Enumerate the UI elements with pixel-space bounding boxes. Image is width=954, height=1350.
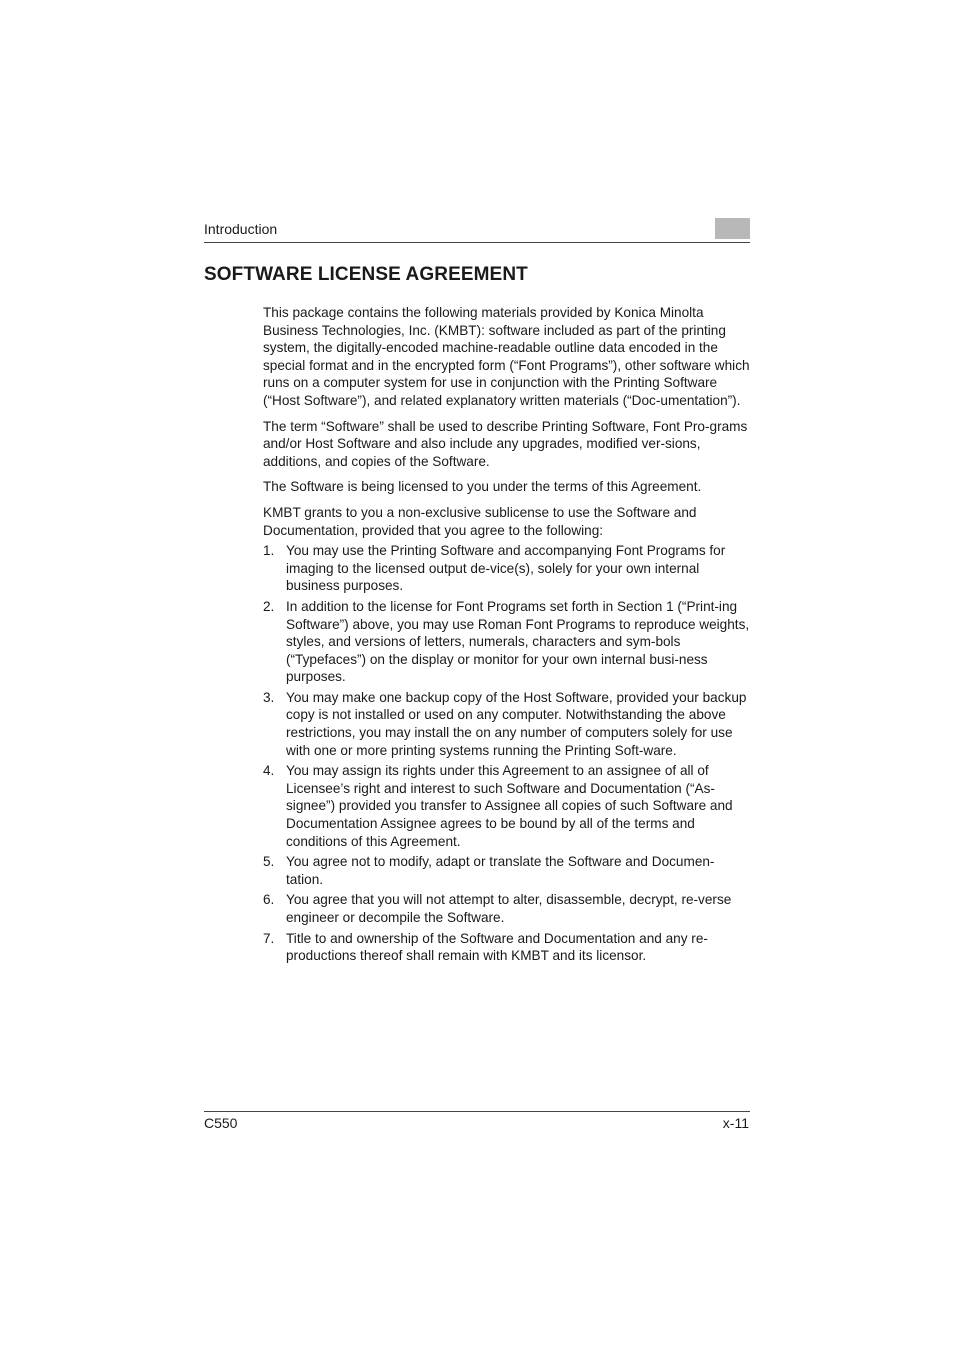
list-item-text: In addition to the license for Font Programs set forth in Section 1 (“Print-ing Software”) above, you may use Roman Font Programs to reproduce weights, styles, and versions of letters, numerals, characters and sym-bols (“Typefaces”) on the display or monitor for your own internal busi-ness purposes.: [286, 598, 750, 685]
software-term-paragraph: The term “Software” shall be used to describe Printing Software, Font Pro-grams and/or Host Software and also include any upgrades, modified ver-sions, additions, and copies of the Software.: [263, 418, 748, 469]
page-header: [204, 218, 750, 243]
list-item-text: You may use the Printing Software and accompanying Font Programs for imaging to the licensed output de-vice(s), solely for your own internal business purposes.: [286, 543, 726, 594]
list-item: [263, 891, 751, 926]
list-item-number: 6.: [263, 892, 275, 908]
list-item-number: 4.: [263, 763, 275, 779]
list-item-number: 3.: [263, 689, 275, 705]
list-item: [263, 689, 751, 759]
list-item-number: 1.: [263, 543, 275, 559]
list-item-number: 5.: [263, 854, 275, 870]
footer-model: C550: [204, 1115, 238, 1131]
list-item-text: You agree that you will not attempt to alter, disassemble, decrypt, re-verse engineer or decompile the Software.: [286, 892, 732, 925]
header-section-label: Introduction: [204, 221, 278, 237]
license-terms-paragraph: The Software is being licensed to you under the terms of this Agreement.: [263, 479, 702, 495]
list-item: [263, 762, 751, 850]
agreement-body: [263, 304, 751, 968]
list-item-number: 7.: [263, 930, 275, 946]
conditions-list: [263, 542, 751, 965]
footer-page-number: x-11: [722, 1115, 749, 1131]
list-item-number: 2.: [263, 598, 275, 614]
list-item: [263, 930, 751, 965]
list-item-text: You may assign its rights under this Agreement to an assignee of all of Licensee’s right and interest to such Software and Documentation (“As-signee”) provided you transfer to Assignee all copies of such Software and Documentation Assignee agrees to be bound by all of the terms and conditions of this Agreement.: [286, 763, 733, 849]
intro-paragraph: This package contains the following materials provided by Konica Minolta Business Technologies, Inc. (KMBT): software included as part of the printing system, the digitally-encoded machine-readable outline data encoded in the special format and in the encrypted form (“Font Programs”), other software which runs on a computer system for use in conjunction with the Printing Software (“Host Software”), and related explanatory written materials (“Doc-umentation”).: [263, 305, 750, 408]
list-item: [263, 542, 751, 595]
list-item: [263, 853, 751, 888]
page-title: SOFTWARE LICENSE AGREEMENT: [204, 264, 528, 285]
list-item: [263, 598, 751, 686]
header-tab-marker: [715, 218, 750, 239]
page-footer: [204, 1111, 750, 1136]
grant-paragraph: KMBT grants to you a non-exclusive sublicense to use the Software and Documentation, provided that you agree to the following:: [263, 504, 697, 538]
list-item-text: Title to and ownership of the Software and Documentation and any re-productions thereof shall remain with KMBT and its licensor.: [286, 930, 708, 964]
list-item-text: You agree not to modify, adapt or translate the Software and Documen-tation.: [286, 854, 715, 887]
list-item-text: You may make one backup copy of the Host Software, provided your backup copy is not installed or used on any computer. Notwithstanding the above restrictions, you may install the on any number of computers solely for use with one or more printing systems running the Printing Soft-ware.: [286, 689, 747, 758]
